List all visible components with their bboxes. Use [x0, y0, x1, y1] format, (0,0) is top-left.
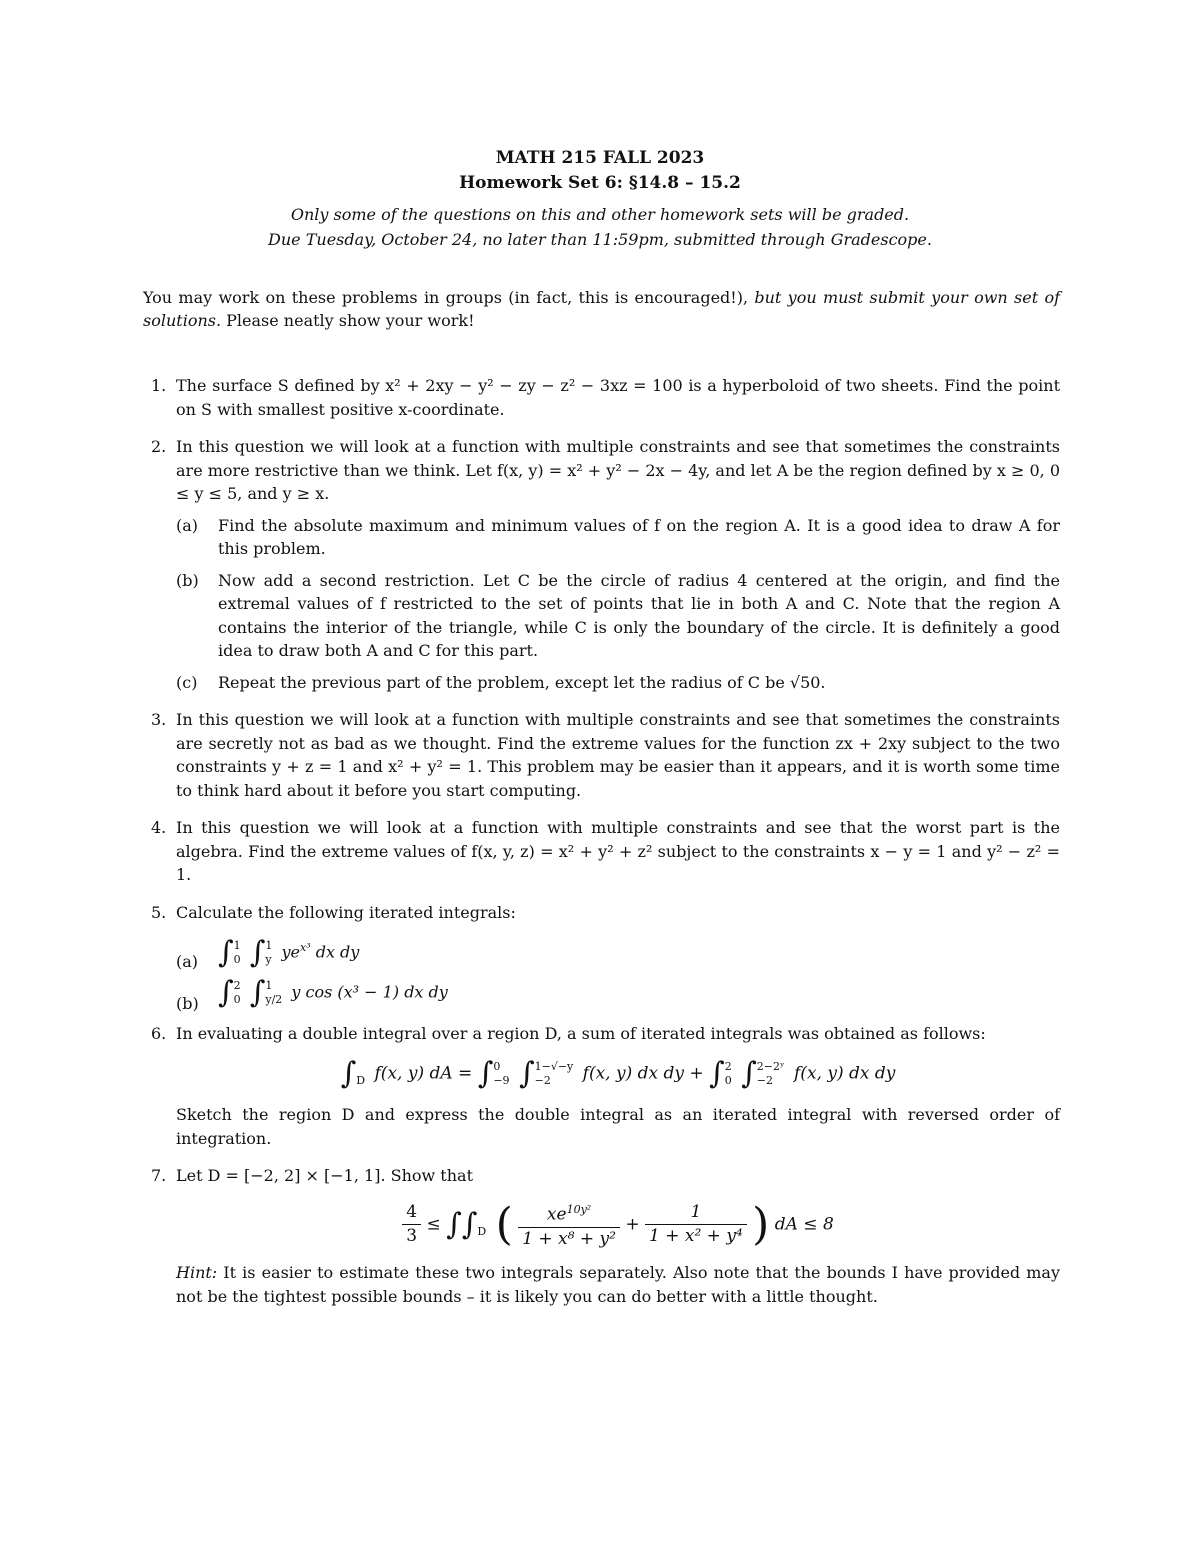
intro-paragraph: You may work on these problems in groups (in fact, this is encouraged!), but you must submit your own set of solutions. Please neatly show your work! [143, 288, 1061, 330]
problem-1: 1. The surface S defined by x² + 2xy − y² − zy − z² − 3xz = 100 is a hyperboloid of two sheets. Find the point on S with smallest positive x-coordinate. [151, 376, 1060, 419]
problem-3: 3. In this question we will look at a function with multiple constraints and see that sometimes the constraints are secretly not as bad as we thought. Find the extreme values for the function zx + 2xy subject to the two constraints y + z = 1 and x² + y² = 1. This problem may be easier than it appears, and it is worth some time to think hard about it before you start computing. [151, 710, 1060, 800]
problem-2: 2. In this question we will look at a function with multiple constraints and see that sometimes the constraints are more restrictive than we think. Let f(x, y) = x² + y² − 2x − 4y, and let A be the region defined by x ≥ 0, 0 ≤ y ≤ 5, and y ≥ x. (a) Find the absolute maximum and minimum values of f on the region A. It is a good idea to draw A for this problem. (b) Now add a second restriction. Let C be the circle of radius 4 centered at the origin, and find the extremal values of f restricted to the set of points that lie in both A and C. Note that the region A contains the interior of the triangle, while C is only the boundary of the circle. It is definitely a good idea to draw both A and C for this part. (c) Repeat the previous part of the problem, except let the radius of C be √50. [143, 435, 1060, 694]
course-title: MATH 215 FALL 2023 [495, 148, 705, 168]
grading-note: Only some of the questions on this and other homework sets will be graded. [290, 205, 910, 224]
problem-5: 5. Calculate the following iterated integrals: (a) ∫1 0 ∫1 y $ye^{x^3}$ dx dy (b) ∫2 0 ∫1 y/2 y cos (x³ − 1) dx dy [143, 901, 1060, 1008]
problem-5b: (b) ∫2 0 ∫1 y/2 y cos (x³ − 1) dx dy [176, 974, 448, 1013]
problem-4: 4. In this question we will look at a function with multiple constraints and see that the worst part is the algebra. Find the extreme values of f(x, y, z) = x² + y² + z² subject to the constraints x − y = 1 and y² − z² = 1. [151, 818, 1060, 884]
due-note: Due Tuesday, October 24, no later than 11:59pm, submitted through Gradescope. [268, 230, 932, 249]
problem-list [143, 374, 1060, 1322]
problem-7-inequality: $\frac{4}{3}$ ≤ ∫∫ D ( $\frac{xe^{10y^2}}{\text{1 + x⁸ + y²}}$ + $\frac{1}{\text{1 + x² + y⁴}}$ ) dA ≤ 8 [176, 1198, 1060, 1252]
problem-2c: (c) Repeat the previous part of the problem, except let the radius of C be √50. [176, 672, 826, 692]
problem-2b: (b) Now add a second restriction. Let C be the circle of radius 4 centered at the origin, and find the extremal values of f restricted to the set of points that lie in both A and C. Note that the region A contains the interior of the triangle, while C is only the boundary of the circle. It is definitely a good idea to draw both A and C for this part. [176, 570, 1060, 660]
problem-7: 7. Let D = [−2, 2] × [−1, 1]. Show that $\frac{4}{3}$ ≤ ∫∫ D ( $\frac{xe^{10y^2}}{\text{1 + x⁸ + y²}}$ + $\frac{1}{\text{1 + x² + y⁴}}$ ) dA ≤ 8 Hint: It is easier to estimate these two integrals separately. Also note that the bounds I have provided may not be the tightest possible bounds – it is likely you can do better with a little thought. [143, 1164, 1060, 1308]
problem-5a: (a) ∫1 0 ∫1 y $ye^{x^3}$ dx dy [176, 934, 360, 971]
problem-6-task: Sketch the region D and express the double integral as an iterated integral with reversed order of integration. [176, 1105, 1060, 1148]
set-title: Homework Set 6: §14.8 – 15.2 [459, 173, 741, 193]
problem-7-hint: Hint: It is easier to estimate these two integrals separately. Also note that the bounds I have provided may not be the tightest possible bounds – it is likely you can do better with a little thought. [176, 1263, 1060, 1306]
problem-6: 6. In evaluating a double integral over a region D, a sum of iterated integrals was obtained as follows: ∫ D f(x, y) dA = ∫0 −9 ∫1−√−y −2 f(x, y) dx dy + ∫2 0 ∫2−2ʸ −2 f(x, y) dx dy Sketch the region D and express the double integral as an iterated integral with reversed order of integration. [143, 1022, 1060, 1151]
problem-2a: (a) Find the absolute maximum and minimum values of f on the region A. It is a good idea to draw A for this problem. [176, 515, 1060, 558]
problem-6-equation: ∫ D f(x, y) dA = ∫0 −9 ∫1−√−y −2 f(x, y) dx dy + ∫2 0 ∫2−2ʸ −2 f(x, y) dx dy [340, 1056, 896, 1092]
